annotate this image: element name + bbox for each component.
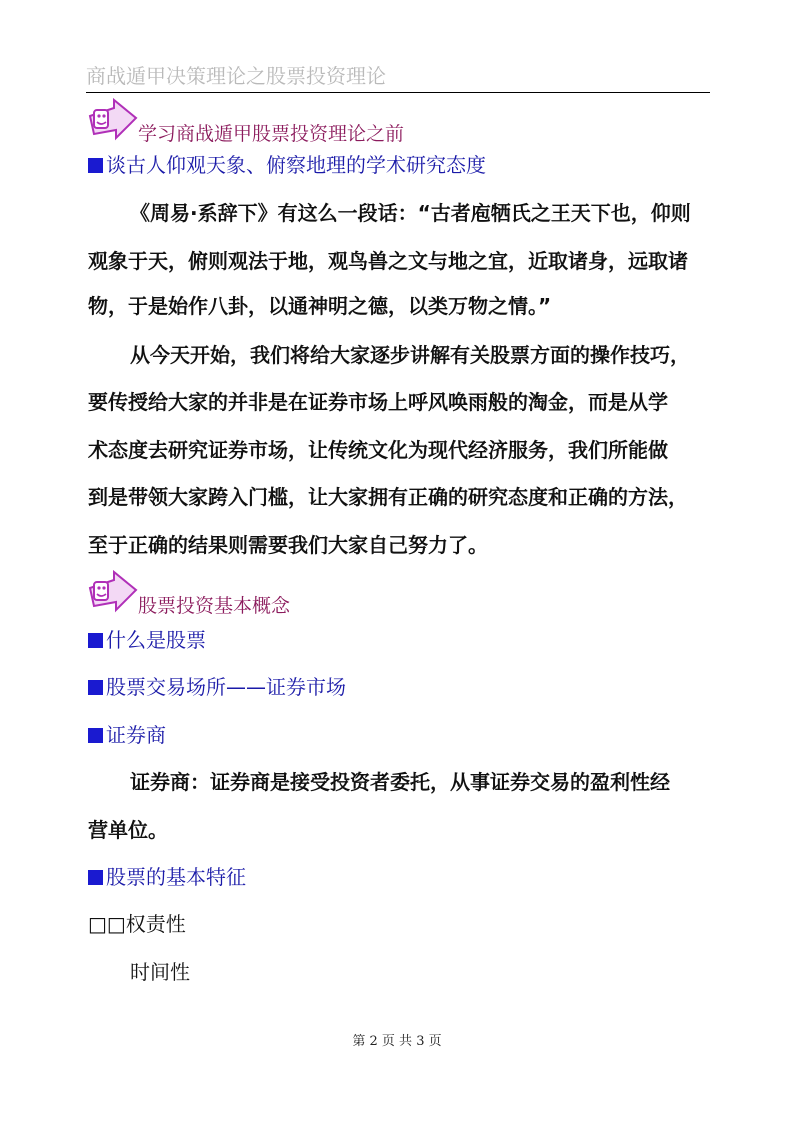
- square-bullet-icon: [88, 680, 103, 695]
- paragraph-line: 到是带领大家跨入门槛，让大家拥有正确的研究态度和正确的方法，: [88, 485, 688, 509]
- feature-item: □□权责性: [88, 912, 186, 936]
- section-title-text: 股票投资基本概念: [138, 595, 291, 617]
- paragraph-line: 营单位。: [88, 818, 168, 842]
- paragraph-line: 物，于是始作八卦，以通神明之德，以类万物之情。”: [88, 294, 552, 318]
- paragraph-line: 术态度去研究证券市场，让传统文化为现代经济服务，我们所能做: [88, 438, 668, 462]
- heading-stock-features: 股票的基本特征: [88, 864, 246, 890]
- square-bullet-icon: [88, 158, 103, 173]
- paragraph-line: 要传授给大家的并非是在证券市场上呼风唤雨般的淘金，而是从学: [88, 390, 668, 414]
- heading-securities-market: 股票交易场所——证券市场: [88, 674, 346, 700]
- heading-research-attitude: 谈古人仰观天象、俯察地理的学术研究态度: [88, 152, 486, 178]
- square-bullet-icon: [88, 633, 103, 648]
- pointing-hand-icon: [86, 98, 140, 144]
- paragraph-line: 至于正确的结果则需要我们大家自己努力了。: [88, 533, 488, 557]
- square-bullet-icon: [88, 870, 103, 885]
- feature-item: 时间性: [130, 960, 190, 984]
- heading-what-is-stock: 什么是股票: [88, 627, 206, 653]
- paragraph-line: 从今天开始，我们将给大家逐步讲解有关股票方面的操作技巧，: [130, 343, 690, 367]
- paragraph-line: 《周易·系辞下》有这么一段话：“古者庖牺氏之王天下也，仰则: [130, 201, 691, 225]
- heading-broker: 证券商: [88, 722, 166, 748]
- paragraph-line: 观象于天，俯则观法于地，观鸟兽之文与地之宜，近取诸身，远取诸: [88, 249, 688, 273]
- pointing-hand-icon: [86, 570, 140, 616]
- page-footer: 第 2 页 共 3 页: [352, 1034, 442, 1049]
- paragraph-line: 证券商：证券商是接受投资者委托，从事证券交易的盈利性经: [130, 770, 670, 794]
- section-title-text: 学习商战遁甲股票投资理论之前: [138, 123, 405, 145]
- section-title-2: [86, 570, 710, 620]
- square-bullet-icon: [88, 728, 103, 743]
- section-title-1: [86, 98, 710, 148]
- running-header: 商战遁甲决策理论之股票投资理论: [86, 62, 710, 93]
